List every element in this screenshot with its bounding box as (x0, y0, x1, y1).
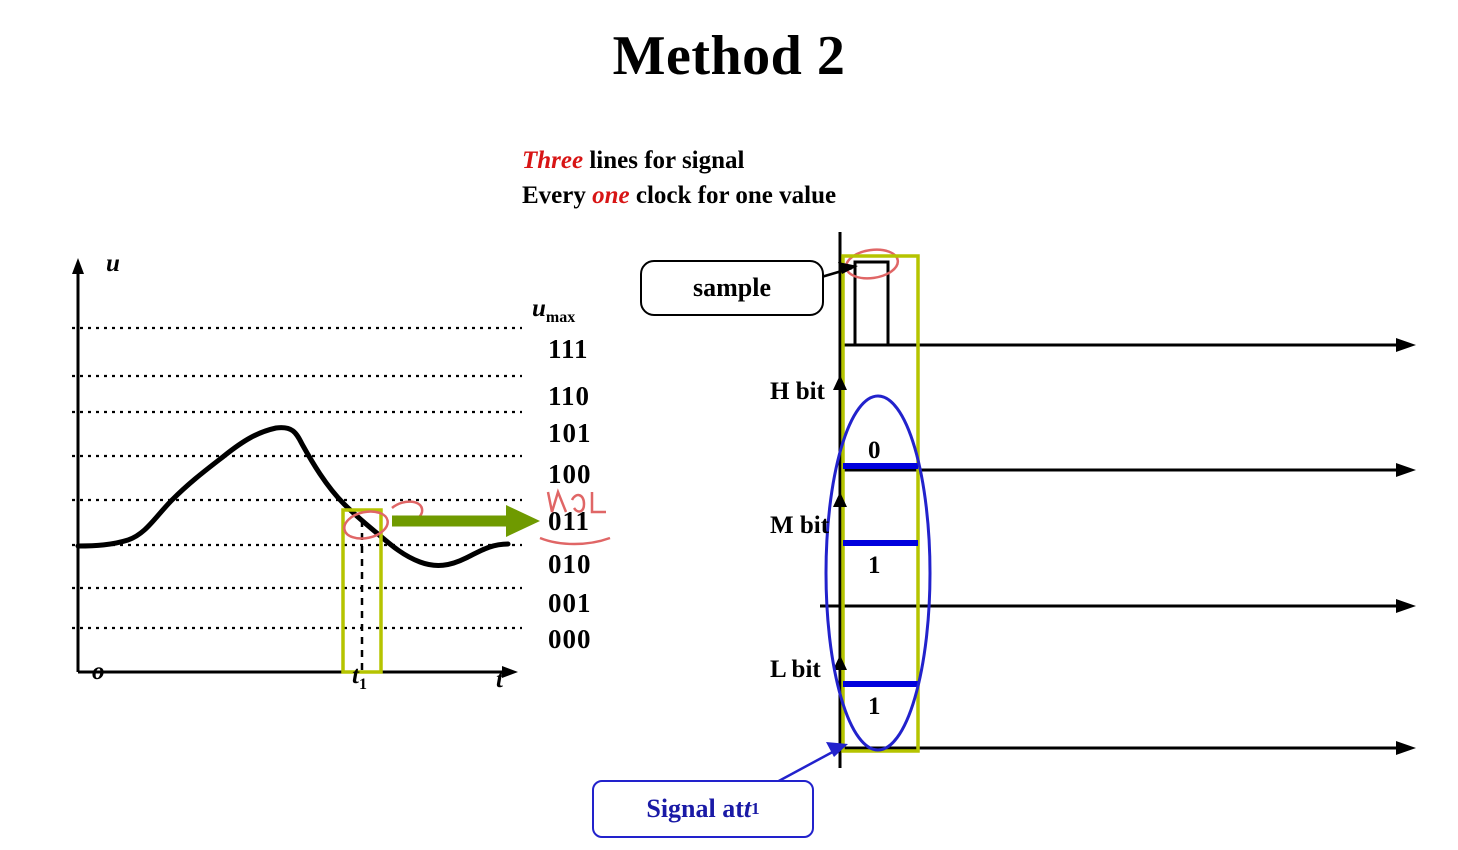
signal-callout-var: t (743, 794, 752, 823)
level-code-001: 001 (548, 588, 592, 618)
green-arrow (392, 505, 540, 537)
subtitle-emphasis-three: Three (522, 147, 584, 174)
y-axis-label: u (106, 250, 120, 277)
umax-label: $u_{max}$ (532, 295, 576, 326)
left-chart-axes (72, 258, 518, 678)
red-pen-circle-sample (844, 247, 899, 282)
subtitle-line-2-pre: Every (522, 181, 593, 209)
h-bit-label: H bit (770, 378, 825, 405)
level-code-111: 111 (548, 334, 589, 364)
subtitle-line-1-rest: lines for signal (583, 147, 745, 174)
left-chart-level-gridlines (72, 328, 522, 628)
signal-waveform (78, 428, 508, 566)
signal-callout-text: Signal at (646, 794, 744, 823)
h-bit-value: 0 (868, 437, 881, 464)
t1-label: $t_1$ (352, 662, 367, 693)
level-code-110: 110 (548, 381, 591, 411)
level-code-000: 000 (548, 624, 592, 654)
m-bit-value: 1 (868, 552, 881, 579)
level-code-101: 101 (548, 418, 592, 448)
level-code-010: 010 (548, 549, 592, 579)
level-code-011: 011 (548, 506, 591, 536)
red-underline-011 (540, 538, 610, 544)
origin-label: o (92, 658, 105, 685)
sample-callout: sample (640, 260, 824, 316)
l-bit-label: L bit (770, 656, 821, 683)
signal-callout-sub: 1 (751, 799, 760, 818)
right-signal-line-arrowheads (1396, 338, 1416, 755)
right-signal-lines (820, 345, 1400, 748)
m-bit-label: M bit (770, 512, 830, 539)
signal-at-t1-callout (592, 780, 814, 838)
subtitle-line-2-post: clock for one value (629, 181, 837, 209)
bit-level-segments (843, 466, 918, 684)
level-code-100: 100 (548, 459, 592, 489)
page-title: Method 2 (612, 25, 846, 87)
l-bit-value: 1 (868, 693, 881, 720)
x-axis-label: t (496, 666, 503, 693)
subtitle-emphasis-one: one (592, 181, 630, 209)
